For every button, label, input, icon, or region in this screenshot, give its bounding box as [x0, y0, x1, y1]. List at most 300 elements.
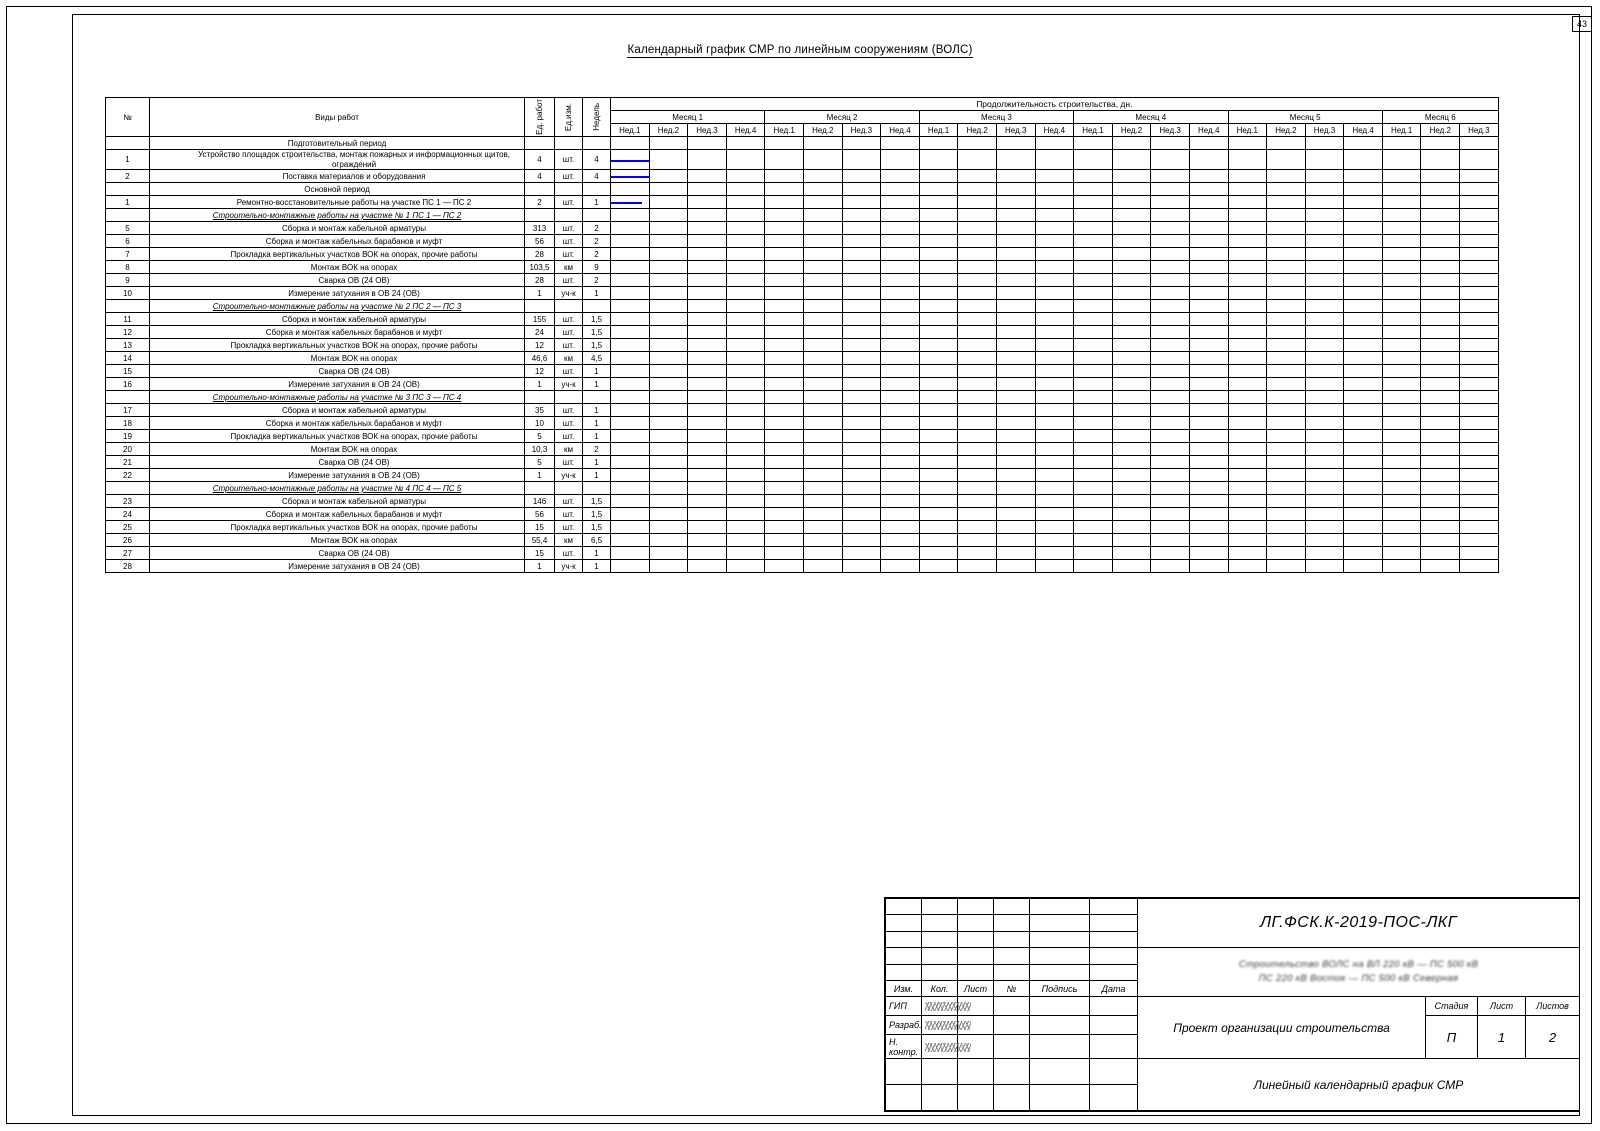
- gantt-cell: [726, 495, 765, 508]
- row-weeks: 9: [583, 261, 611, 274]
- table-row: [106, 560, 1499, 573]
- gantt-cell: [1151, 248, 1190, 261]
- gantt-cell: [1267, 222, 1306, 235]
- gantt-cell: [1228, 313, 1267, 326]
- row-qty: 5: [525, 456, 555, 469]
- gantt-cell: [803, 560, 842, 573]
- gantt-cell: [803, 430, 842, 443]
- row-qty: 4: [525, 170, 555, 183]
- gantt-cell: [1189, 547, 1228, 560]
- stamp-blank-15: [958, 931, 994, 947]
- header-week-m5-w4: Нед.4: [1344, 124, 1383, 137]
- gantt-cell: [1074, 495, 1113, 508]
- gantt-cell: [919, 150, 958, 170]
- gantt-cell: [1267, 248, 1306, 261]
- empty-cell: [1151, 482, 1190, 495]
- gantt-cell: [1382, 417, 1421, 430]
- gantt-cell: [1035, 248, 1074, 261]
- row-qty: 1: [525, 378, 555, 391]
- gantt-table: [105, 97, 1499, 573]
- stamp-blank-34: [1090, 997, 1138, 1016]
- gantt-cell: [919, 313, 958, 326]
- empty-cell: [1421, 300, 1460, 313]
- gantt-cell: [1112, 430, 1151, 443]
- empty-cell: [1460, 137, 1499, 150]
- gantt-cell: [1344, 339, 1383, 352]
- gantt-cell: [1460, 417, 1499, 430]
- empty-cell: [958, 391, 997, 404]
- gantt-cell: [1112, 521, 1151, 534]
- gantt-cell: [1112, 287, 1151, 300]
- gantt-cell: [611, 534, 650, 547]
- row-work-name: Сборка и монтаж кабельных барабанов и муфт: [150, 508, 525, 521]
- gantt-cell: [1305, 456, 1344, 469]
- gantt-cell: [1112, 150, 1151, 170]
- stamp-blank-44: [922, 1059, 958, 1085]
- empty-cell: [1267, 137, 1306, 150]
- empty-cell: [1305, 482, 1344, 495]
- row-qty: 5: [525, 430, 555, 443]
- table-row: [106, 287, 1499, 300]
- gantt-cell: [1151, 534, 1190, 547]
- gantt-cell: [1112, 534, 1151, 547]
- gantt-cell: [765, 274, 804, 287]
- gantt-cell: [1112, 508, 1151, 521]
- row-weeks: 2: [583, 248, 611, 261]
- gantt-cell: [1305, 196, 1344, 209]
- gantt-cell: [1305, 560, 1344, 573]
- gantt-cell: [726, 404, 765, 417]
- empty-cell: [649, 482, 688, 495]
- gantt-cell: [842, 417, 881, 430]
- empty-cell: [1344, 137, 1383, 150]
- row-no: 18: [106, 417, 150, 430]
- gantt-cell: [1267, 495, 1306, 508]
- stamp-blank-27: [958, 964, 994, 980]
- stamp-sheets-value: 2: [1526, 1016, 1580, 1059]
- gantt-cell: [1112, 469, 1151, 482]
- gantt-cell: [1074, 365, 1113, 378]
- section-no: [106, 137, 150, 150]
- gantt-cell: [1460, 521, 1499, 534]
- empty-cell: [1421, 209, 1460, 222]
- empty-cell: [1305, 183, 1344, 196]
- empty-cell: [555, 137, 583, 150]
- gantt-cell: [1305, 365, 1344, 378]
- section-prep-label: Подготовительный период: [150, 137, 525, 150]
- gantt-cell: [765, 547, 804, 560]
- empty-cell: [1460, 482, 1499, 495]
- table-row: [106, 495, 1499, 508]
- empty-cell: [803, 391, 842, 404]
- stamp-blank-9: [958, 915, 994, 931]
- gantt-cell: [1228, 261, 1267, 274]
- stamp-blank-40: [994, 1034, 1030, 1059]
- gantt-cell: [803, 235, 842, 248]
- gantt-cell: [611, 417, 650, 430]
- empty-cell: [555, 482, 583, 495]
- empty-cell: [1267, 391, 1306, 404]
- gantt-cell: [1189, 235, 1228, 248]
- gantt-cell: [1074, 560, 1113, 573]
- gantt-cell: [1189, 378, 1228, 391]
- row-unit: уч-к: [555, 378, 583, 391]
- row-no: 26: [106, 534, 150, 547]
- empty-cell: [765, 209, 804, 222]
- gantt-cell: [1228, 248, 1267, 261]
- empty-cell: [842, 391, 881, 404]
- row-weeks: 2: [583, 222, 611, 235]
- header-unit: Ед.изм.: [555, 98, 583, 137]
- row-work-name: Прокладка вертикальных участков ВОК на опорах, прочие работы: [150, 521, 525, 534]
- gantt-cell: [1228, 352, 1267, 365]
- row-qty: 103,5: [525, 261, 555, 274]
- row-no: 19: [106, 430, 150, 443]
- gantt-cell: [1344, 222, 1383, 235]
- empty-cell: [996, 209, 1035, 222]
- gantt-cell: [996, 404, 1035, 417]
- gantt-cell: [1189, 456, 1228, 469]
- gantt-cell: [765, 404, 804, 417]
- signature-icon: [925, 1021, 971, 1030]
- row-qty: 28: [525, 248, 555, 261]
- empty-cell: [583, 137, 611, 150]
- gantt-cell: [881, 313, 920, 326]
- subsection-no: [106, 300, 150, 313]
- header-week-m6-w1: Нед.1: [1382, 124, 1421, 137]
- gantt-cell: [611, 274, 650, 287]
- empty-cell: [881, 300, 920, 313]
- stamp-blank-48: [1090, 1059, 1138, 1085]
- gantt-cell: [881, 170, 920, 183]
- gantt-cell: [1421, 443, 1460, 456]
- gantt-cell: [1074, 339, 1113, 352]
- gantt-cell: [611, 430, 650, 443]
- gantt-cell: [996, 287, 1035, 300]
- empty-cell: [1035, 391, 1074, 404]
- empty-cell: [1228, 183, 1267, 196]
- row-weeks: 1,5: [583, 508, 611, 521]
- gantt-cell: [1382, 378, 1421, 391]
- gantt-cell: [1035, 365, 1074, 378]
- stamp-blank-3: [958, 899, 994, 915]
- gantt-cell: [1151, 495, 1190, 508]
- row-unit: шт.: [555, 313, 583, 326]
- empty-cell: [996, 137, 1035, 150]
- stamp-stage-label: Стадия: [1426, 997, 1478, 1016]
- gantt-cell: [1421, 508, 1460, 521]
- gantt-cell: [842, 456, 881, 469]
- empty-cell: [1267, 300, 1306, 313]
- gantt-cell: [1421, 534, 1460, 547]
- row-no: 1: [106, 196, 150, 209]
- row-no: 2: [106, 170, 150, 183]
- stamp-sheet-value: 1: [1478, 1016, 1526, 1059]
- gantt-cell: [1460, 456, 1499, 469]
- row-weeks: 1: [583, 196, 611, 209]
- gantt-cell: [1305, 222, 1344, 235]
- gantt-cell: [1421, 274, 1460, 287]
- gantt-cell: [649, 339, 688, 352]
- row-work-name: Прокладка вертикальных участков ВОК на опорах, прочие работы: [150, 339, 525, 352]
- gantt-cell: [765, 534, 804, 547]
- gantt-cell: [842, 261, 881, 274]
- row-qty: 4: [525, 150, 555, 170]
- stamp-col-kol: Кол.: [922, 980, 958, 996]
- gantt-cell: [1074, 547, 1113, 560]
- gantt-cell: [726, 456, 765, 469]
- gantt-cell: [958, 430, 997, 443]
- header-week-m6-w2: Нед.2: [1421, 124, 1460, 137]
- table-row: [106, 150, 1499, 170]
- gantt-cell: [1344, 326, 1383, 339]
- gantt-cell: [881, 560, 920, 573]
- gantt-cell: [958, 495, 997, 508]
- gantt-cell: [1074, 287, 1113, 300]
- row-unit: шт.: [555, 430, 583, 443]
- stamp-blank-32: [994, 997, 1030, 1016]
- gantt-cell: [688, 274, 727, 287]
- gantt-cell: [1267, 508, 1306, 521]
- header-week-m4-w1: Нед.1: [1074, 124, 1113, 137]
- subsection-2-label: Строительно-монтажные работы на участке № 2 ПС 2 — ПС 3: [150, 300, 525, 313]
- gantt-cell: [688, 365, 727, 378]
- empty-cell: [1460, 183, 1499, 196]
- table-row: [106, 365, 1499, 378]
- gantt-cell: [1112, 196, 1151, 209]
- row-weeks: 1: [583, 287, 611, 300]
- gantt-cell: [1344, 287, 1383, 300]
- gantt-cell: [803, 222, 842, 235]
- row-work-name: Сварка ОВ (24 ОВ): [150, 547, 525, 560]
- gantt-cell: [726, 521, 765, 534]
- table-row: [106, 313, 1499, 326]
- gantt-cell: [919, 170, 958, 183]
- gantt-cell: [1267, 417, 1306, 430]
- gantt-cell: [1112, 417, 1151, 430]
- gantt-cell: [649, 430, 688, 443]
- table-row: [106, 417, 1499, 430]
- gantt-cell: [649, 417, 688, 430]
- gantt-cell: [996, 313, 1035, 326]
- row-work-name: Ремонтно-восстановительные работы на участке ПС 1 — ПС 2: [150, 196, 525, 209]
- gantt-cell: [842, 443, 881, 456]
- gantt-cell: [1151, 443, 1190, 456]
- empty-cell: [1112, 391, 1151, 404]
- gantt-cell: [1344, 469, 1383, 482]
- gantt-cell: [1267, 339, 1306, 352]
- stamp-col-podpis: Подпись: [1030, 980, 1090, 996]
- row-work-name: Прокладка вертикальных участков ВОК на опорах, прочие работы: [150, 430, 525, 443]
- empty-cell: [555, 209, 583, 222]
- gantt-cell: [1151, 404, 1190, 417]
- gantt-cell: [919, 495, 958, 508]
- gantt-cell: [881, 378, 920, 391]
- empty-cell: [919, 137, 958, 150]
- gantt-cell: [1460, 261, 1499, 274]
- header-week-m1-w1: Нед.1: [611, 124, 650, 137]
- gantt-cell: [1344, 560, 1383, 573]
- gantt-cell: [1112, 339, 1151, 352]
- stamp-blank-25: [886, 964, 922, 980]
- gantt-cell: [1460, 313, 1499, 326]
- gantt-cell: [1035, 235, 1074, 248]
- empty-cell: [996, 300, 1035, 313]
- row-work-name: Монтаж ВОК на опорах: [150, 352, 525, 365]
- row-qty: 12: [525, 365, 555, 378]
- gantt-cell: [1421, 196, 1460, 209]
- empty-cell: [1460, 391, 1499, 404]
- gantt-cell: [1460, 352, 1499, 365]
- gantt-cell: [996, 547, 1035, 560]
- header-week-m3-w1: Нед.1: [919, 124, 958, 137]
- gantt-cell: [1189, 365, 1228, 378]
- section-main: [106, 183, 1499, 196]
- empty-cell: [881, 482, 920, 495]
- gantt-cell: [649, 326, 688, 339]
- gantt-cell: [688, 287, 727, 300]
- gantt-cell: [1267, 378, 1306, 391]
- gantt-cell: [919, 326, 958, 339]
- row-no: 12: [106, 326, 150, 339]
- stamp-blank-6: [1090, 899, 1138, 915]
- gantt-cell: [726, 248, 765, 261]
- row-work-name: Прокладка вертикальных участков ВОК на опорах, прочие работы: [150, 248, 525, 261]
- row-qty: 55,4: [525, 534, 555, 547]
- gantt-cell: [1074, 469, 1113, 482]
- section-main-label: Основной период: [150, 183, 525, 196]
- gantt-cell: [996, 352, 1035, 365]
- table-row: [106, 222, 1499, 235]
- gantt-cell: [688, 170, 727, 183]
- row-weeks: 4: [583, 170, 611, 183]
- gantt-cell: [1035, 534, 1074, 547]
- gantt-cell: [1421, 339, 1460, 352]
- row-weeks: 1: [583, 430, 611, 443]
- row-qty: 15: [525, 547, 555, 560]
- row-weeks: 1,5: [583, 495, 611, 508]
- gantt-cell: [765, 469, 804, 482]
- gantt-cell: [1344, 404, 1383, 417]
- gantt-cell: [919, 339, 958, 352]
- gantt-cell: [958, 417, 997, 430]
- gantt-cell: [1305, 150, 1344, 170]
- header-qty: Ед. работ: [525, 98, 555, 137]
- gantt-cell: [1267, 560, 1306, 573]
- row-unit: км: [555, 534, 583, 547]
- title-block: [884, 897, 1580, 1112]
- subsection-4-label: Строительно-монтажные работы на участке № 4 ПС 4 — ПС 5: [150, 482, 525, 495]
- gantt-cell: [1421, 261, 1460, 274]
- gantt-cell: [919, 352, 958, 365]
- row-weeks: 1: [583, 560, 611, 573]
- gantt-cell: [1035, 326, 1074, 339]
- empty-cell: [1228, 482, 1267, 495]
- gantt-cell: [1112, 235, 1151, 248]
- gantt-cell: [1305, 508, 1344, 521]
- gantt-cell: [726, 150, 765, 170]
- gantt-cell: [919, 443, 958, 456]
- empty-cell: [1035, 209, 1074, 222]
- stamp-blank-16: [994, 931, 1030, 947]
- row-weeks: 1: [583, 417, 611, 430]
- gantt-cell: [726, 560, 765, 573]
- gantt-cell: [1074, 508, 1113, 521]
- row-no: 22: [106, 469, 150, 482]
- empty-cell: [611, 209, 650, 222]
- table-row: [106, 196, 1499, 209]
- gantt-cell: [996, 469, 1035, 482]
- gantt-cell: [1460, 150, 1499, 170]
- row-weeks: 1: [583, 547, 611, 560]
- gantt-cell: [611, 170, 650, 183]
- gantt-cell: [881, 339, 920, 352]
- gantt-cell: [649, 443, 688, 456]
- gantt-cell: [1035, 495, 1074, 508]
- gantt-cell: [1382, 339, 1421, 352]
- table-row: [106, 261, 1499, 274]
- gantt-cell: [688, 560, 727, 573]
- gantt-cell: [881, 469, 920, 482]
- empty-cell: [1228, 300, 1267, 313]
- row-weeks: 1: [583, 365, 611, 378]
- empty-cell: [583, 183, 611, 196]
- gantt-cell: [611, 443, 650, 456]
- gantt-cell: [1035, 417, 1074, 430]
- gantt-cell: [726, 443, 765, 456]
- gantt-cell: [1344, 495, 1383, 508]
- gantt-cell: [1228, 456, 1267, 469]
- stamp-sign-razrab: [922, 1016, 958, 1035]
- row-unit: шт.: [555, 222, 583, 235]
- stamp-blank-29: [1030, 964, 1090, 980]
- gantt-cell: [1267, 365, 1306, 378]
- gantt-cell: [611, 248, 650, 261]
- gantt-cell: [1267, 352, 1306, 365]
- gantt-cell: [1421, 417, 1460, 430]
- gantt-cell: [996, 365, 1035, 378]
- stamp-blank-18: [1090, 931, 1138, 947]
- gantt-cell: [881, 495, 920, 508]
- gantt-cell: [765, 235, 804, 248]
- gantt-cell: [1344, 456, 1383, 469]
- gantt-cell: [1421, 248, 1460, 261]
- gantt-cell: [881, 443, 920, 456]
- gantt-cell: [765, 417, 804, 430]
- gantt-cell: [1035, 469, 1074, 482]
- empty-cell: [881, 391, 920, 404]
- stamp-blank-2: [922, 899, 958, 915]
- empty-cell: [688, 482, 727, 495]
- gantt-cell: [1460, 508, 1499, 521]
- gantt-cell: [1460, 443, 1499, 456]
- empty-cell: [919, 209, 958, 222]
- empty-cell: [525, 300, 555, 313]
- gantt-cell: [803, 150, 842, 170]
- gantt-cell: [996, 339, 1035, 352]
- empty-cell: [649, 137, 688, 150]
- gantt-cell: [765, 222, 804, 235]
- header-week-m3-w2: Нед.2: [958, 124, 997, 137]
- gantt-cell: [842, 170, 881, 183]
- page-title: [0, 44, 1600, 56]
- empty-cell: [919, 482, 958, 495]
- gantt-cell: [1344, 274, 1383, 287]
- header-week-m2-w3: Нед.3: [842, 124, 881, 137]
- gantt-cell: [1382, 534, 1421, 547]
- row-no: 28: [106, 560, 150, 573]
- empty-cell: [1074, 209, 1113, 222]
